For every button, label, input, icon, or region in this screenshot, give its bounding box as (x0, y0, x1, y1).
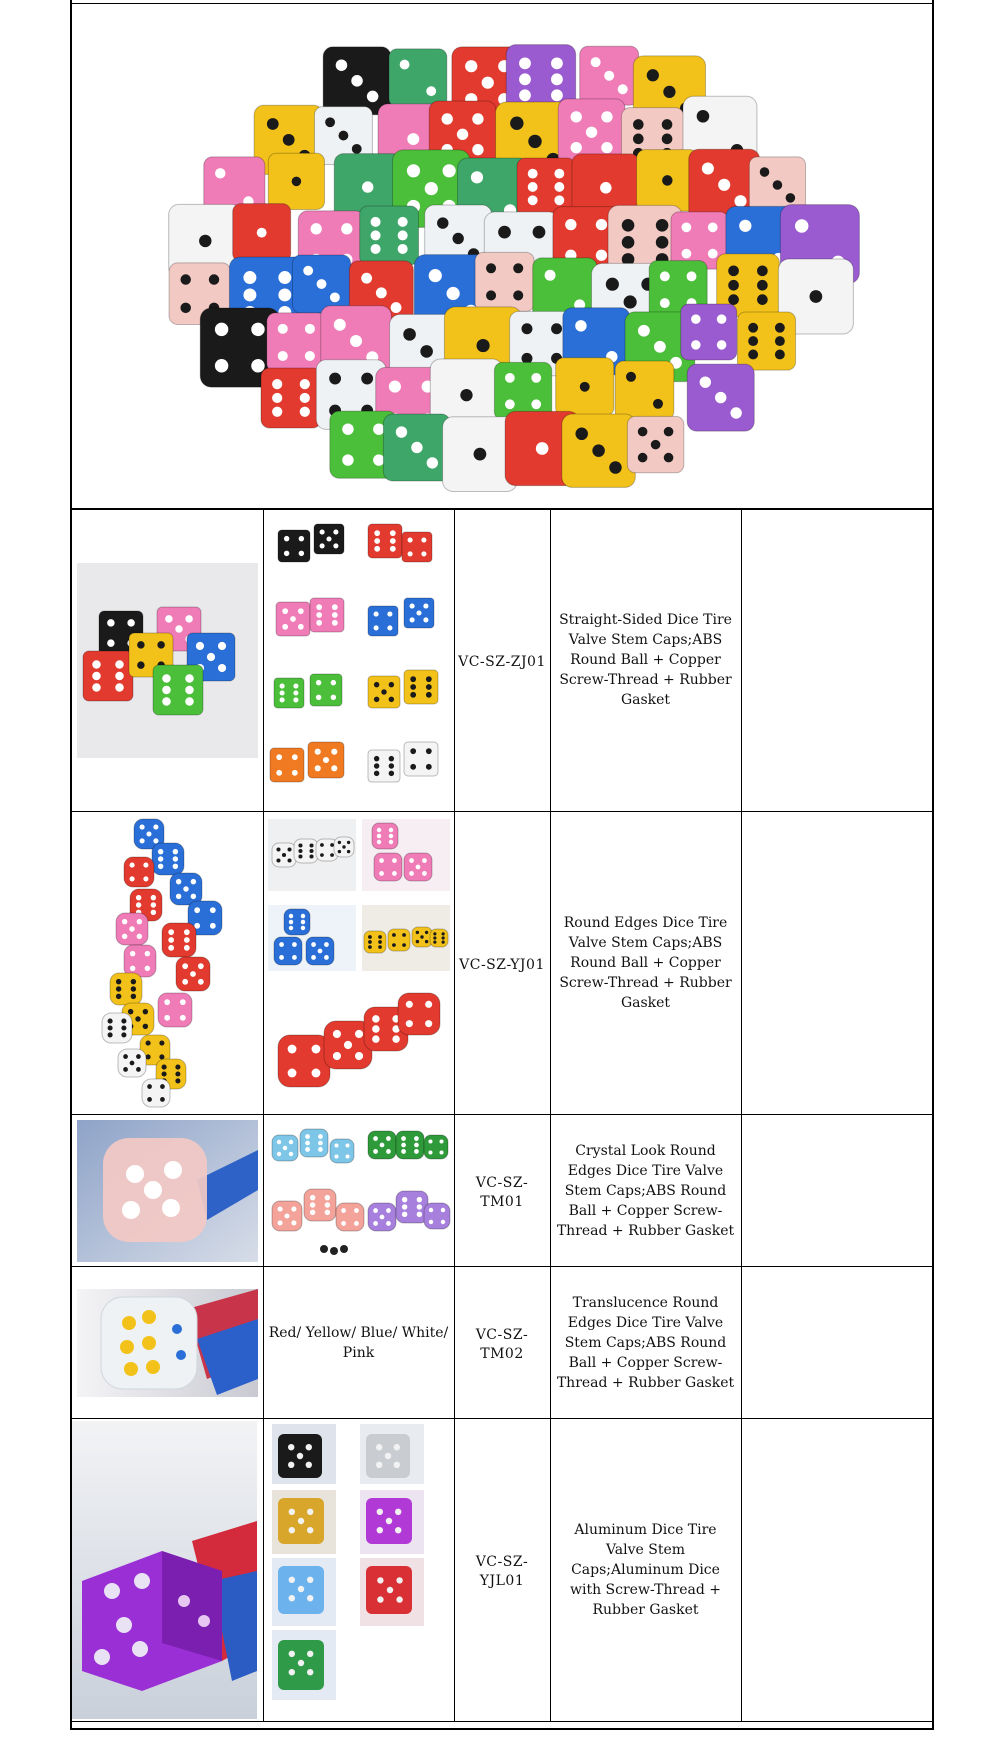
aluminum-dice-color-variants-icon (264, 1420, 454, 1720)
die-icon (368, 524, 402, 558)
die-icon (424, 1135, 448, 1159)
die-icon (268, 153, 324, 209)
die-icon (124, 945, 156, 977)
variants-cell (263, 509, 454, 812)
product-description: Aluminum Dice Tire Valve Stem Caps;Aluminum Dice with Screw-Thread + Rubber Gasket (570, 1522, 721, 1618)
dice-pile-icon (72, 4, 932, 508)
product-table (72, 508, 932, 1722)
die-icon (404, 742, 438, 776)
die-icon (396, 1131, 424, 1159)
die-icon (681, 304, 737, 360)
die-icon (310, 598, 344, 632)
die-icon (615, 361, 674, 420)
main-photo-cell (72, 812, 263, 1115)
square-dice-photo-icon (77, 563, 258, 758)
die-icon (562, 414, 635, 487)
die-icon (306, 937, 334, 965)
square-dice-color-variants-icon (264, 510, 454, 810)
die-icon (330, 1139, 354, 1163)
die-icon (304, 1189, 336, 1221)
die-icon (404, 598, 434, 628)
table-row (72, 509, 932, 812)
translucent-dice-photo-icon (77, 1289, 258, 1397)
die-icon (292, 255, 350, 313)
product-code: VC-SZ-TM01 (475, 1174, 529, 1210)
die-icon (176, 957, 210, 991)
die-icon (364, 931, 386, 953)
hero-dice-pile-photo (72, 4, 932, 510)
die-icon (267, 313, 326, 372)
die-icon (274, 678, 304, 708)
table-row (72, 1267, 932, 1419)
die-icon (368, 750, 400, 782)
die-icon (270, 748, 304, 782)
die-icon (388, 929, 410, 951)
die-icon (83, 651, 133, 701)
empty-cell (741, 509, 932, 812)
die-icon (412, 927, 432, 947)
die-icon (310, 674, 342, 706)
product-sheet (70, 0, 934, 1730)
die-icon (396, 1191, 428, 1223)
die-icon (475, 252, 534, 311)
product-code: VC-SZ-TM02 (475, 1326, 529, 1362)
round-dice-color-variants-icon (264, 813, 454, 1113)
die-icon (153, 665, 203, 715)
die-icon (142, 1079, 170, 1107)
die-icon (158, 993, 192, 1027)
die-icon (261, 368, 321, 428)
round-dice-stack-photo-icon (72, 813, 262, 1113)
empty-cell (741, 1267, 932, 1419)
die-icon (374, 853, 402, 881)
crystal-dice-photo-icon (77, 1120, 258, 1262)
table-row (72, 812, 932, 1115)
die-icon (402, 532, 432, 562)
main-photo-cell (72, 1267, 263, 1419)
die-icon (278, 530, 310, 562)
die-icon (383, 414, 450, 481)
die-icon (110, 973, 142, 1005)
die-icon (274, 937, 302, 965)
die-icon (424, 1203, 450, 1229)
empty-cell (741, 1115, 932, 1267)
die-icon (118, 1049, 146, 1077)
die-icon (272, 1135, 298, 1161)
empty-cell (741, 1419, 932, 1722)
die-icon (389, 49, 447, 107)
empty-cell (741, 812, 932, 1115)
die-icon (687, 364, 754, 431)
die-icon (368, 676, 400, 708)
product-description: Round Edges Dice Tire Valve Stem Caps;ABS Round Ball + Copper Screw-Thread + Rubber Gasket (559, 915, 732, 1011)
die-icon (276, 602, 310, 636)
product-code: VC-SZ-YJL01 (475, 1554, 529, 1589)
product-code: VC-SZ-ZJ01 (458, 653, 546, 670)
product-description: Translucence Round Edges Dice Tire Valve Stem Caps;ABS Round Ball + Copper Screw-Thread + Rubber Gasket (556, 1294, 735, 1391)
die-icon (627, 416, 683, 472)
die-icon (102, 1013, 132, 1043)
die-icon (580, 46, 639, 105)
die-icon (368, 606, 398, 636)
die-icon (314, 524, 344, 554)
variants-cell (263, 1115, 454, 1267)
die-icon (152, 843, 184, 875)
die-icon (162, 923, 196, 957)
die-icon (308, 742, 344, 778)
table-row (72, 1419, 932, 1722)
die-icon (323, 47, 391, 115)
die-icon (336, 1203, 364, 1231)
die-icon (556, 358, 614, 416)
die-icon (272, 1201, 302, 1231)
table-row (72, 1115, 932, 1267)
product-description: Straight-Sided Dice Tire Valve Stem Caps;ABS Round Ball + Copper Screw-Thread + Rubber Gasket (559, 612, 732, 708)
die-icon (272, 843, 296, 867)
die-icon (284, 909, 310, 935)
die-icon (116, 913, 148, 945)
die-icon (170, 873, 202, 905)
die-icon (334, 837, 354, 857)
die-icon (404, 853, 432, 881)
variants-cell (263, 1419, 454, 1722)
die-icon (404, 670, 438, 704)
die-icon (294, 839, 318, 863)
die-icon (300, 1129, 328, 1157)
die-icon (368, 1131, 396, 1159)
main-photo-cell (72, 1419, 263, 1722)
color-options: Red/ Yellow/ Blue/ White/ Pink (268, 1324, 449, 1361)
product-code: VC-SZ-YJ01 (459, 956, 545, 973)
die-icon (278, 1035, 330, 1087)
product-description: Crystal Look Round Edges Dice Tire Valve Stem Caps;ABS Round Ball + Copper Screw-Thread + Rubber Gasket (556, 1142, 735, 1239)
crystal-dice-color-variants-icon (264, 1117, 454, 1265)
die-icon (360, 206, 419, 265)
die-icon (124, 857, 154, 887)
die-icon (430, 929, 448, 947)
main-photo-cell (72, 509, 263, 812)
die-icon (398, 993, 440, 1035)
die-icon (372, 823, 398, 849)
die-icon (737, 312, 795, 370)
die-icon (368, 1203, 396, 1231)
variants-cell (263, 812, 454, 1115)
aluminum-dice-photo-icon (72, 1421, 257, 1719)
die-icon (233, 204, 291, 262)
main-photo-cell (72, 1115, 263, 1267)
